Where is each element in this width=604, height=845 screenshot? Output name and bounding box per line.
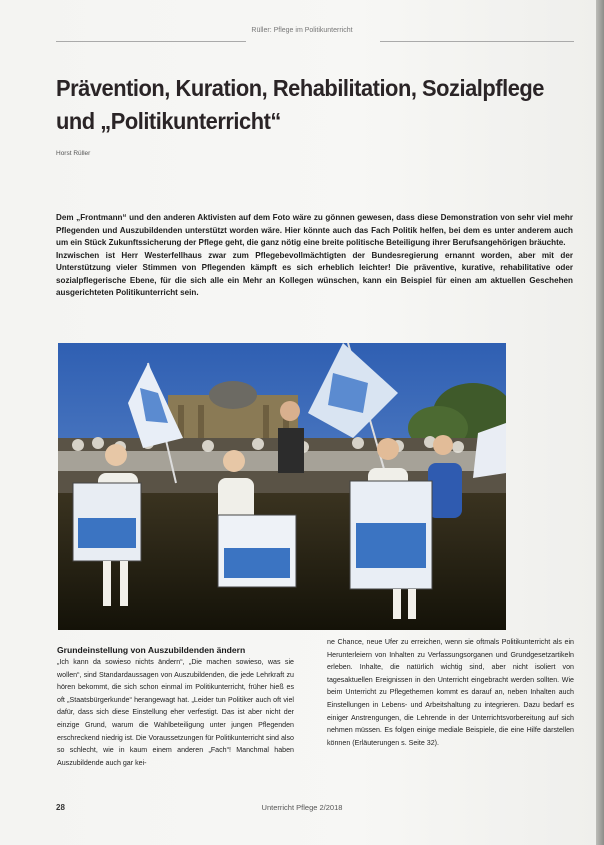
demonstration-photo	[58, 343, 506, 630]
lead-text-2: Inzwischen ist Herr Westerfellhaus zwar zum Pflegebevollmächtigten der Bundesregierung ernannt worden, aber mit der Unterstützung vieler Stimmen von Pflegenden kämpft es sich erheblich leichter! Die präventive, kurative, rehabilitative oder sozialpflegerische Ebene, für die sich alle ein Mehr an Kollegen wünschen, kann ein Beispiel für einen am aktuellen Geschehen ausgerichteten Politikunterricht sein.	[56, 250, 573, 297]
title-line-1: Prävention, Kuration, Rehabilitation, Sozialpflege	[56, 75, 544, 101]
right-column-text: ne Chance, neue Ufer zu erreichen, wenn sie oftmals Politikunterricht als ein Herunterleiern von Inhalten zu Verfassungsorganen und Grundgesetzartikeln erleben. Inhalte, die natürlich wichtig sind, aber nicht isoliert von tagesaktuellen Ereignissen in den Unterricht eingebracht werden sollten. Wie beim Unterricht zu Pflegethemen kommt es darauf an, neben Inhalten auch Einstellungen in Lebens- und Arbeitshaltung zu integrieren. Dazu bedarf es einiger Anstrengungen, die Lehrende in der Unterrichtsvorbereitung auf sich nehmen müssen. Es folgen einige mediale Beispiele, die eine Hilfe darstellen können (Erläuterungen s. Seite 32).	[327, 638, 574, 747]
header-rule-right	[380, 41, 574, 42]
running-head: Rüller: Pflege im Politikunterricht	[251, 27, 353, 34]
page-binding-edge	[596, 0, 604, 845]
article-title	[56, 72, 544, 138]
journal-name: Unterricht Pflege 2/2018	[261, 803, 343, 812]
body-column-right	[327, 636, 574, 749]
author: Horst Rüller	[56, 150, 91, 157]
lead-paragraph	[56, 212, 573, 300]
lead-text-1: Dem „Frontmann“ und den anderen Aktivisten auf dem Foto wäre zu gönnen gewesen, dass diese Demonstration von sehr viel mehr Pflegenden und Auszubildenden unterstützt worden wäre. Hier könnte auch das Fach Politik helfen, bei dem es unter anderem auch um ein Stück Zukunftssicherung der Pflege geht, die ganz nötig eine breite politische Beteiligung ihrer Berufsangehörigen bräuchte.	[56, 213, 573, 247]
body-column-left	[57, 645, 294, 769]
section-heading: Grundeinstellung von Auszubildenden ändern	[57, 645, 246, 655]
left-column-text: „Ich kann da sowieso nichts ändern“, „Die machen sowieso, was sie wollen“, sind Standardaussagen von Auszubildenden, die jede Lehrkraft zu hören bekommt, die sich schon einmal im Politikunterricht, früher hieß es oft „Staatsbürgerkunde“ herangewagt hat. „Leider tun Politiker auch oft viel dafür, dass sich diese Einstellung eher verfestigt. Das ist aber nicht der einzige Grund, warum die Wahlbeteiligung unter jungen Pflegenden erschreckend niedrig ist. Die Voraussetzungen für Politikunterricht sind also so schlecht, wie in kaum einem anderen „Fach“! Manchmal haben Auszubildende auch gar kei-	[57, 658, 294, 767]
header-rule-left	[56, 41, 246, 42]
page-number: 28	[56, 803, 65, 812]
title-line-2: und „Politikunterricht“	[56, 108, 281, 134]
